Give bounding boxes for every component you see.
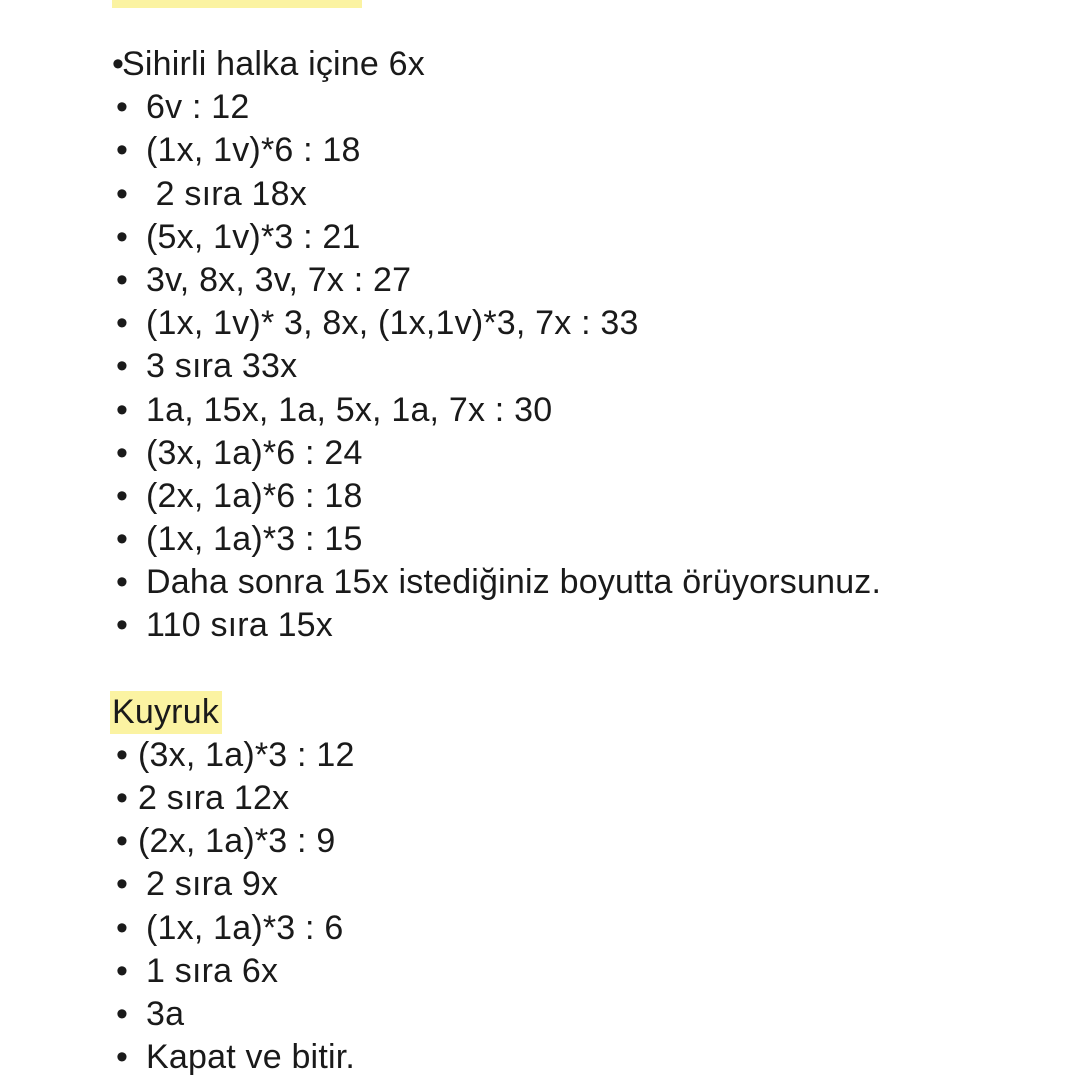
list-item [112, 777, 1052, 820]
list-item [112, 863, 1052, 906]
list-item [112, 993, 1052, 1036]
row-text: 110 sıra 15x [146, 606, 333, 645]
list-item [112, 345, 1052, 388]
row-text: 3 sıra 33x [146, 347, 298, 386]
row-text: (3x, 1a)*6 : 24 [146, 433, 363, 472]
row-text: (5x, 1v)*3 : 21 [146, 217, 361, 256]
bullet: • [116, 520, 129, 559]
list-item [112, 302, 1052, 345]
row-text: 6v : 12 [146, 88, 250, 127]
bullet: • [116, 822, 129, 861]
row-text: (1x, 1a)*3 : 15 [146, 520, 363, 559]
list-item [112, 216, 1052, 259]
row-text: (1x, 1v)*6 : 18 [146, 131, 361, 170]
bullet: • [116, 908, 129, 947]
row-text: Kapat ve bitir. [146, 1038, 356, 1077]
section-spacer [112, 648, 1052, 691]
bullet: • [116, 260, 129, 299]
intro-line [112, 43, 1052, 86]
list-item [112, 518, 1052, 561]
bullet: • [116, 1038, 129, 1077]
bullet: • [116, 865, 129, 904]
bullet: • [116, 476, 129, 515]
bullet: • [116, 304, 129, 343]
list-item [112, 475, 1052, 518]
row-text: 3v, 8x, 3v, 7x : 27 [146, 260, 412, 299]
pattern-document [112, 43, 1052, 1079]
list-item [112, 432, 1052, 475]
bullet: • [116, 735, 129, 774]
bullet: • [112, 45, 125, 83]
bullet: • [116, 433, 129, 472]
row-text: 1a, 15x, 1a, 5x, 1a, 7x : 30 [146, 390, 553, 429]
bullet: • [116, 563, 129, 602]
list-item [112, 604, 1052, 647]
list-item [112, 950, 1052, 993]
list-item [112, 734, 1052, 777]
intro-text: Sihirli halka içine 6x [122, 45, 425, 83]
bullet: • [116, 390, 129, 429]
row-text: 3a [146, 994, 185, 1033]
list-item [112, 173, 1052, 216]
bullet: • [116, 994, 129, 1033]
row-text: 2 sıra 9x [146, 865, 279, 904]
list-item [112, 820, 1052, 863]
row-text: (1x, 1a)*3 : 6 [146, 908, 344, 947]
list-item [112, 86, 1052, 129]
bullet: • [116, 217, 129, 256]
bullet: • [116, 779, 129, 817]
list-item [112, 389, 1052, 432]
bullet: • [116, 88, 129, 127]
section-heading-line [112, 691, 1052, 734]
list-item [112, 907, 1052, 950]
list-item [112, 129, 1052, 172]
section-heading-kuyruk: Kuyruk [110, 691, 222, 734]
bullet: • [116, 347, 129, 386]
row-text: (2x, 1a)*3 : 9 [138, 822, 336, 861]
list-item [112, 561, 1052, 604]
bullet: • [116, 174, 129, 213]
list-item [112, 259, 1052, 302]
row-text: Daha sonra 15x istediğiniz boyutta örüyorsunuz. [146, 563, 882, 602]
row-text: (1x, 1v)* 3, 8x, (1x,1v)*3, 7x : 33 [146, 304, 639, 343]
row-text: (3x, 1a)*3 : 12 [138, 735, 355, 774]
row-text: (2x, 1a)*6 : 18 [146, 476, 363, 515]
list-item [112, 1036, 1052, 1079]
row-text: 2 sıra 12x [138, 779, 290, 817]
row-text: 2 sıra 18x [146, 174, 307, 213]
top-highlight-strip [112, 0, 362, 8]
row-text: 1 sıra 6x [146, 951, 279, 990]
bullet: • [116, 951, 129, 990]
bullet: • [116, 606, 129, 645]
bullet: • [116, 131, 129, 170]
